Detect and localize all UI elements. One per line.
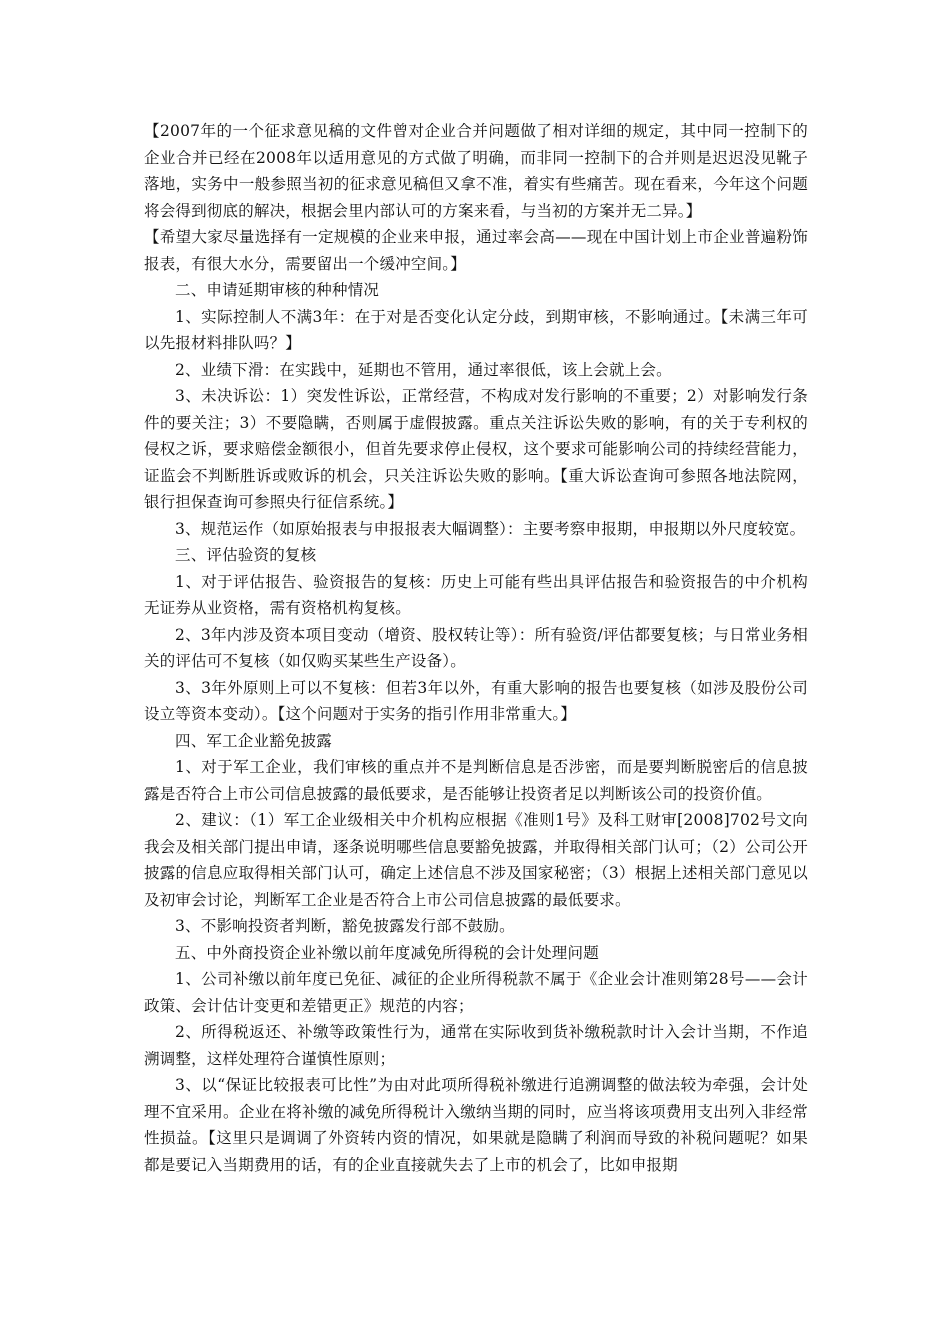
section-heading-2: 二、申请延期审核的种种情况 — [175, 281, 380, 299]
section-heading-5: 五、中外商投资企业补缴以前年度减免所得税的会计处理问题 — [175, 943, 599, 962]
paragraph-2-3b: 3、规范运作（如原始报表与申报报表大幅调整）：主要考察申报期，申报期以外尺度较宽。 — [175, 519, 806, 538]
paragraph-2-1: 1、实际控制人不满3年：在于对是否变化认定分歧，到期审核，不影响通过。【未满三年可以先报材料排队吗？】 — [144, 307, 808, 352]
paragraph-2-3a: 3、未决诉讼：1）突发性诉讼，正常经营，不构成对发行影响的不重要；2）对影响发行条件的要关注；3）不要隐瞒，否则属于虚假披露。重点关注诉讼失败的影响，有的关于专利权的侵权之诉，要求赔偿金额很小，但首先要求停止侵权，这个要求可能影响公司的持续经营能力，证监会不判断胜诉或败诉的机会，只关注诉讼失败的影响。【重大诉讼查询可参照各地法院网，银行担保查询可参照央行征信系统。】 — [144, 387, 808, 511]
paragraph-intro-note: 【2007年的一个征求意见稿的文件曾对企业合并问题做了相对详细的规定，其中同一控制下的企业合并已经在2008年以适用意见的方式做了明确，而非同一控制下的合并则是迟迟没见靴子落地，实务中一般参照当初的征求意见稿但又拿不准，着实有些痛苦。现在看来，今年这个问题将会得到彻底的解决，根据会里内部认可的方案来看，与当初的方案并无二异。】 — [144, 122, 808, 220]
paragraph-2-2: 2、业绩下滑：在实践中，延期也不管用，通过率很低，该上会就上会。 — [175, 360, 672, 379]
paragraph-3-2: 2、3年内涉及资本项目变动（增资、股权转让等）：所有验资/评估都要复核；与日常业务相关的评估可不复核（如仅购买某些生产设备）。 — [144, 625, 808, 670]
paragraph-4-3: 3、不影响投资者判断，豁免披露发行部不鼓励。 — [175, 917, 515, 935]
paragraph-advice-note: 【希望大家尽量选择有一定规模的企业来申报，通过率会高——现在中国计划上市企业普遍粉饰报表，有很大水分，需要留出一个缓冲空间。】 — [144, 228, 808, 273]
paragraph-4-2: 2、建议：（1）军工企业级相关中介机构应根据《准则1号》及科工财审[2008]702号文向我会及相关部门提出申请，逐条说明哪些信息要豁免披露，并取得相关部门认可；（2）公司公开披露的信息应取得相关部门认可，确定上述信息不涉及国家秘密；（3）根据上述相关部门意见以及初审会讨论，判断军工企业是否符合上市公司信息披露的最低要求。 — [144, 811, 808, 909]
paragraph-4-1: 1、对于军工企业，我们审核的重点并不是判断信息是否涉密，而是要判断脱密后的信息披露是否符合上市公司信息披露的最低要求，是否能够让投资者足以判断该公司的投资价值。 — [144, 758, 808, 803]
paragraph-3-1: 1、对于评估报告、验资报告的复核：历史上可能有些出具评估报告和验资报告的中介机构无证券从业资格，需有资格机构复核。 — [144, 572, 808, 617]
section-heading-3: 三、评估验资的复核 — [175, 546, 317, 564]
paragraph-5-3: 3、以“保证比较报表可比性”为由对此项所得税补缴进行追溯调整的做法较为牵强，会计处理不宜采用。企业在将补缴的减免所得税计入缴纳当期的同时，应当将该项费用支出列入非经常性损益。【这里只是调调了外资转内资的情况，如果就是隐瞒了利润而导致的补税问题呢？如果都是要记入当期费用的话，有的企业直接就失去了上市的机会了，比如申报期 — [144, 1076, 808, 1174]
paragraph-5-1: 1、公司补缴以前年度已免征、减征的企业所得税款不属于《企业会计准则第28号——会计政策、会计估计变更和差错更正》规范的内容； — [144, 970, 808, 1015]
section-heading-4: 四、军工企业豁免披露 — [175, 731, 333, 750]
paragraph-5-2: 2、所得税返还、补缴等政策性行为，通常在实际收到货补缴税款时计入会计当期，不作追溯调整，这样处理符合谨慎性原则； — [144, 1023, 808, 1068]
document-page — [144, 118, 808, 1178]
paragraph-3-3: 3、3年外原则上可以不复核：但若3年以外，有重大影响的报告也要复核（如涉及股份公司设立等资本变动）。【这个问题对于实务的指引作用非常重大。】 — [144, 678, 808, 723]
